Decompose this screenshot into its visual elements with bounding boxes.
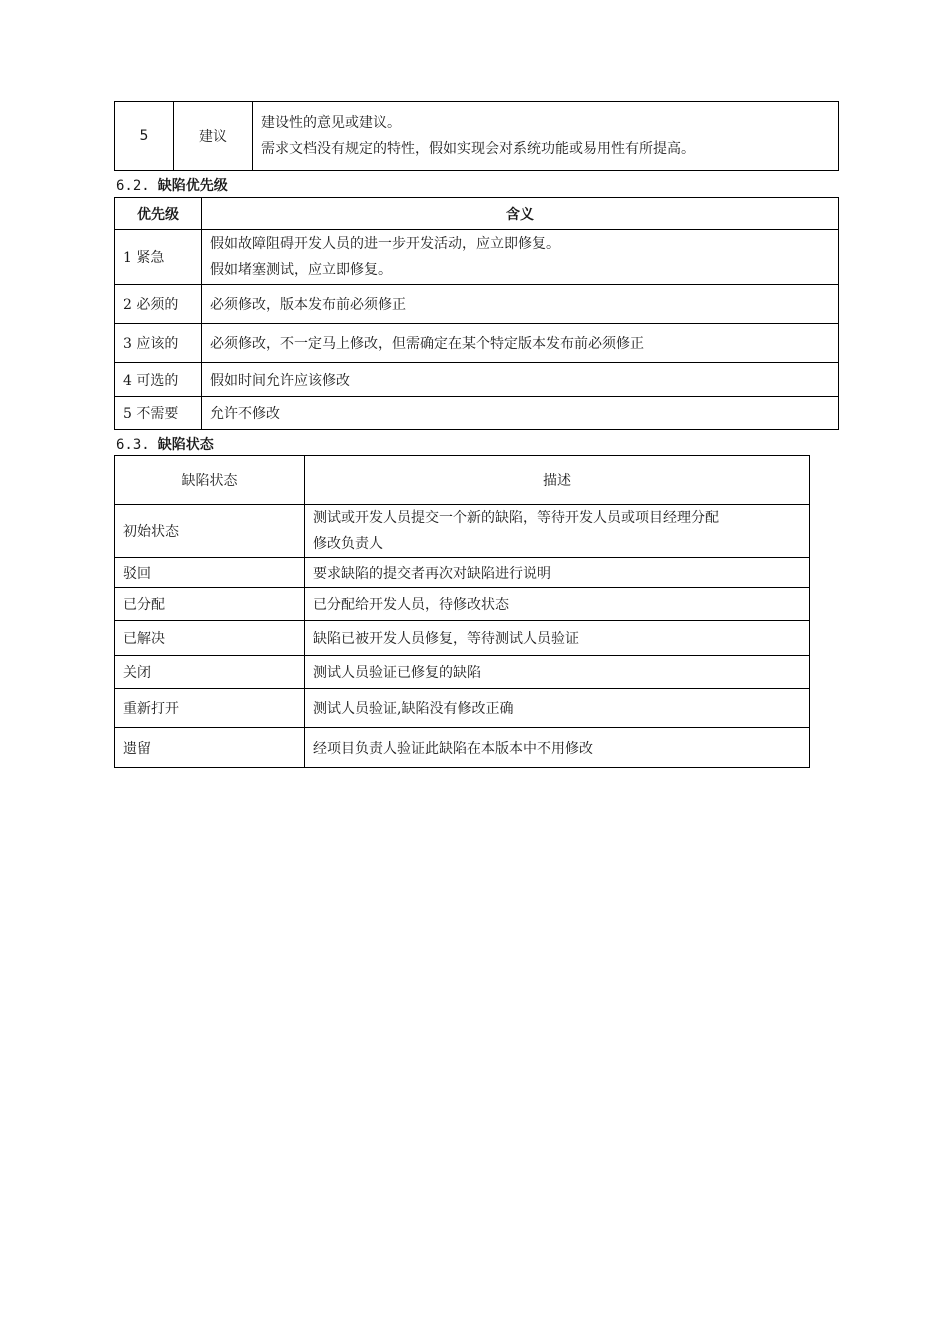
status-cell: 已分配 <box>115 588 305 621</box>
status-cell: 已解决 <box>115 621 305 656</box>
status-table <box>114 455 810 768</box>
column-header-priority: 优先级 <box>115 198 202 230</box>
priority-cell: 3 应该的 <box>115 324 202 363</box>
priority-cell: 1 紧急 <box>115 230 202 285</box>
desc-line: 需求文档没有规定的特性，假如实现会对系统功能或易用性有所提高。 <box>261 141 695 157</box>
description-cell: 经项目负责人验证此缺陷在本版本中不用修改 <box>305 728 810 768</box>
table-row <box>115 324 839 363</box>
severity-table <box>114 101 839 171</box>
table-header-row <box>115 198 839 230</box>
table-header-row <box>115 456 810 505</box>
priority-cell: 2 必须的 <box>115 285 202 324</box>
status-cell: 遗留 <box>115 728 305 768</box>
desc-line: 测试或开发人员提交一个新的缺陷，等待开发人员或项目经理分配 <box>313 510 719 526</box>
priority-cell: 5 不需要 <box>115 397 202 430</box>
description-cell <box>305 505 810 558</box>
severity-desc-cell <box>253 102 839 171</box>
status-cell: 初始状态 <box>115 505 305 558</box>
desc-line: 假如堵塞测试，应立即修复。 <box>210 262 392 278</box>
column-header-meaning: 含义 <box>202 198 839 230</box>
desc-line: 建设性的意见或建议。 <box>261 115 401 131</box>
section-number: 6.2. <box>116 178 150 194</box>
status-cell: 驳回 <box>115 558 305 588</box>
section-heading-status <box>116 434 214 454</box>
table-row <box>115 363 839 397</box>
status-cell: 重新打开 <box>115 689 305 728</box>
section-number: 6.3. <box>116 437 150 453</box>
priority-table <box>114 197 839 430</box>
description-cell: 已分配给开发人员，待修改状态 <box>305 588 810 621</box>
desc-line: 假如故障阻碍开发人员的进一步开发活动，应立即修复。 <box>210 236 560 252</box>
severity-name-cell: 建议 <box>174 102 253 171</box>
table-row <box>115 689 810 728</box>
priority-cell: 4 可选的 <box>115 363 202 397</box>
meaning-cell: 允许不修改 <box>202 397 839 430</box>
table-row <box>115 285 839 324</box>
column-header-description: 描述 <box>305 456 810 505</box>
meaning-cell: 必须修改，不一定马上修改，但需确定在某个特定版本发布前必须修正 <box>202 324 839 363</box>
table-row <box>115 397 839 430</box>
status-cell: 关闭 <box>115 656 305 689</box>
table-row <box>115 558 810 588</box>
desc-line: 修改负责人 <box>313 536 383 552</box>
section-title: 缺陷状态 <box>157 437 214 453</box>
table-row <box>115 656 810 689</box>
meaning-cell: 假如时间允许应该修改 <box>202 363 839 397</box>
table-row <box>115 102 839 171</box>
severity-level-cell: 5 <box>115 102 174 171</box>
table-row <box>115 505 810 558</box>
description-cell: 要求缺陷的提交者再次对缺陷进行说明 <box>305 558 810 588</box>
table-row <box>115 728 810 768</box>
table-row <box>115 588 810 621</box>
table-row <box>115 230 839 285</box>
description-cell: 缺陷已被开发人员修复，等待测试人员验证 <box>305 621 810 656</box>
description-cell: 测试人员验证已修复的缺陷 <box>305 656 810 689</box>
meaning-cell: 必须修改，版本发布前必须修正 <box>202 285 839 324</box>
section-heading-priority <box>116 175 228 195</box>
description-cell: 测试人员验证,缺陷没有修改正确 <box>305 689 810 728</box>
section-title: 缺陷优先级 <box>157 178 228 194</box>
table-row <box>115 621 810 656</box>
column-header-status: 缺陷状态 <box>115 456 305 505</box>
meaning-cell <box>202 230 839 285</box>
